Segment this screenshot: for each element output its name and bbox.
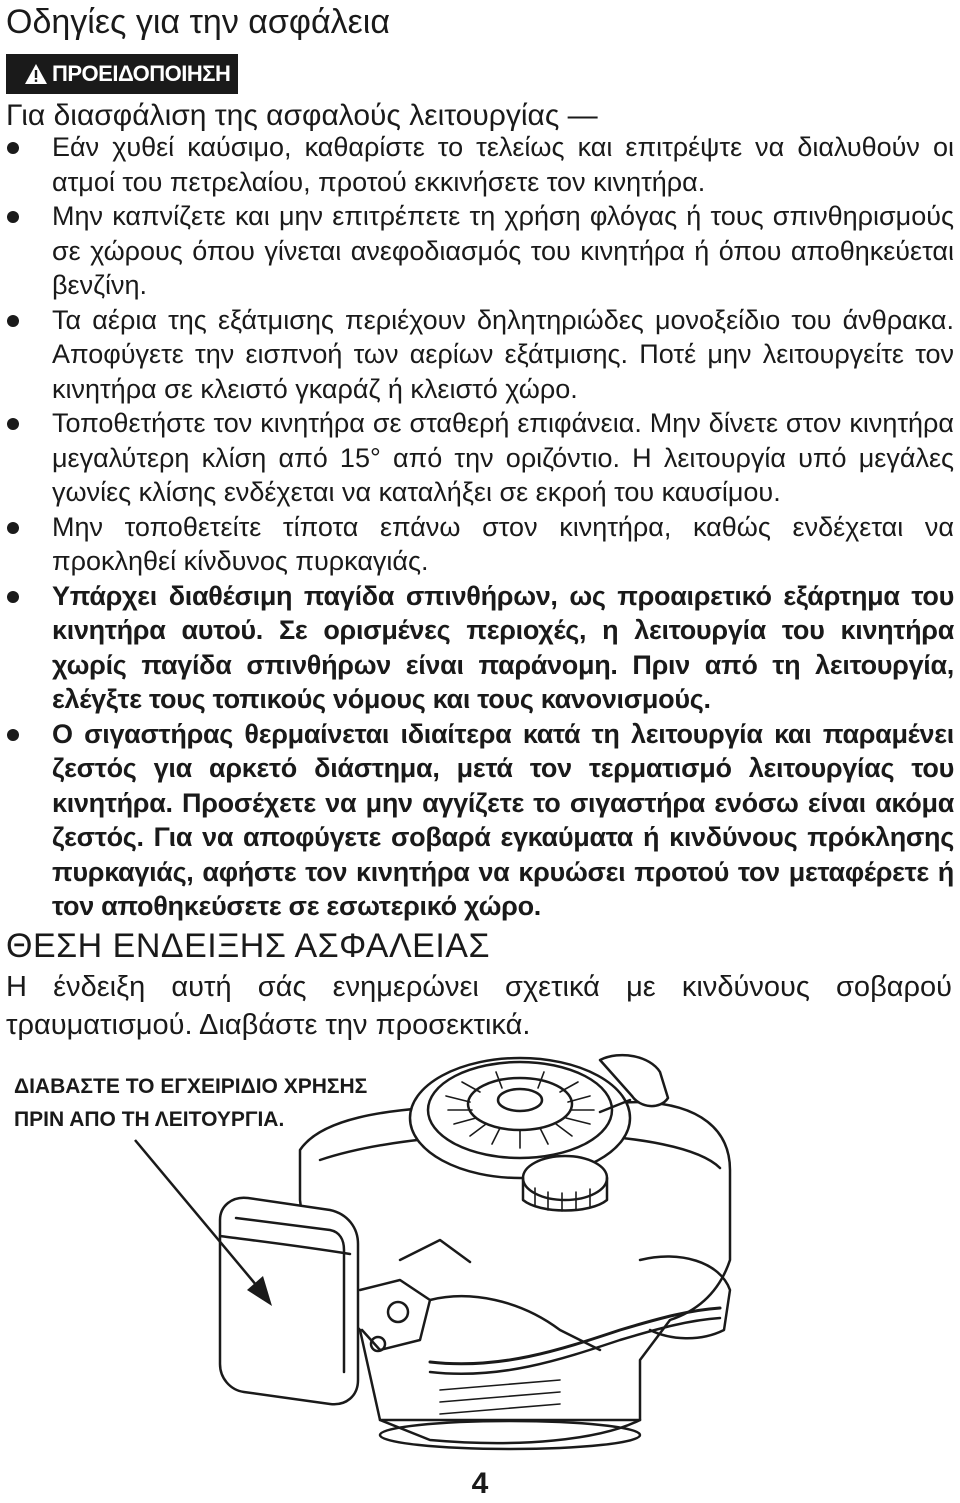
warning-triangle-icon xyxy=(24,63,48,85)
safety-bullet-list xyxy=(0,130,954,924)
section-title: ΘΕΣΗ ΕΝΔΕΙΞΗΣ ΑΣΦΑΛΕΙΑΣ xyxy=(6,927,490,965)
list-item: Μην τοποθετείτε τίποτα επάνω στον κινητήρα, καθώς ενδέχεται να προκληθεί κίνδυνος πυρκαγιάς. xyxy=(0,510,954,579)
bullet-icon xyxy=(7,142,19,154)
bullet-icon xyxy=(7,591,19,603)
safety-subheading: Για διασφάλιση της ασφαλούς λειτουργίας — xyxy=(6,99,598,132)
safety-label-text xyxy=(14,1070,367,1136)
list-item: Μην καπνίζετε και μην επιτρέπετε τη χρήση φλόγας ή τους σπινθηρισμούς σε χώρους όπου γίνεται ανεφοδιασμός του κινητήρα ή όπου αποθηκεύεται βενζίνη. xyxy=(0,199,954,303)
label-line-1: ΔΙΑΒΑΣΤΕ ΤΟ ΕΓΧΕΙΡΙΔΙΟ ΧΡΗΣΗΣ xyxy=(14,1075,368,1098)
list-item: Υπάρχει διαθέσιμη παγίδα σπινθήρων, ως προαιρετικό εξάρτημα του κινητήρα αυτού. Σε ορισμένες περιοχές, η λειτουργία του κινητήρα χωρίς παγίδα σπινθήρων είναι παράνομη. Πριν από τη λειτουργία, ελέγξτε τους τοπικούς νόμους και τους κανονισμούς. xyxy=(0,579,954,717)
label-line-2: ΠΡΙΝ ΑΠΟ ΤΗ ΛΕΙΤΟΥΡΓΙΑ. xyxy=(14,1108,285,1131)
bullet-icon xyxy=(7,211,19,223)
section-text: Η ένδειξη αυτή σάς ενημερώνει σχετικά με κινδύνους σοβαρού τραυματισμού. Διαβάστε την προσεκτικά. xyxy=(6,971,952,1041)
list-item: Τοποθετήστε τον κινητήρα σε σταθερή επιφάνεια. Μην δίνετε στον κινητήρα μεγαλύτερη κλίση από 15° από την οριζόντιο. Η λειτουργία υπό μεγάλες γωνίες κλίσης ενδέχεται να καταλήξει σε εκροή του καυσίμου. xyxy=(0,406,954,510)
page-number: 4 xyxy=(471,1467,489,1500)
bullet-icon xyxy=(7,418,19,430)
list-item: Τα αέρια της εξάτμισης περιέχουν δηλητηριώδες μονοξείδιο του άνθρακα. Αποφύγετε την εισπνοή των αερίων εξάτμισης. Ποτέ μην λειτουργείτε τον κινητήρα σε κλειστό γκαράζ ή κλειστό χώρο. xyxy=(0,303,954,407)
list-item: Ο σιγαστήρας θερμαίνεται ιδιαίτερα κατά τη λειτουργία και παραμένει ζεστός για αρκετό διάστημα, μετά τον τερματισμό λειτουργίας του κινητήρα. Προσέχετε να μην αγγίζετε το σιγαστήρα ενόσω είναι ακόμα ζεστός. Για να αποφύγετε σοβαρά εγκαύματα ή κινδύνους πρόκλησης πυρκαγιάς, αφήστε τον κινητήρα να κρυώσει προτού τον μεταφέρετε ή τον αποθηκεύσετε σε εσωτερικό χώρο. xyxy=(0,717,954,924)
bullet-icon xyxy=(7,729,19,741)
bullet-icon xyxy=(7,315,19,327)
warning-badge xyxy=(6,54,238,94)
page-title: Οδηγίες για την ασφάλεια xyxy=(6,3,390,41)
warning-label: ΠΡΟΕΙΔΟΠΟΙΗΣΗ xyxy=(52,61,231,86)
bullet-icon xyxy=(7,522,19,534)
list-item: Εάν χυθεί καύσιμο, καθαρίστε το τελείως και επιτρέψτε να διαλυθούν οι ατμοί του πετρελαίου, προτού εκκινήσετε τον κινητήρα. xyxy=(0,130,954,199)
